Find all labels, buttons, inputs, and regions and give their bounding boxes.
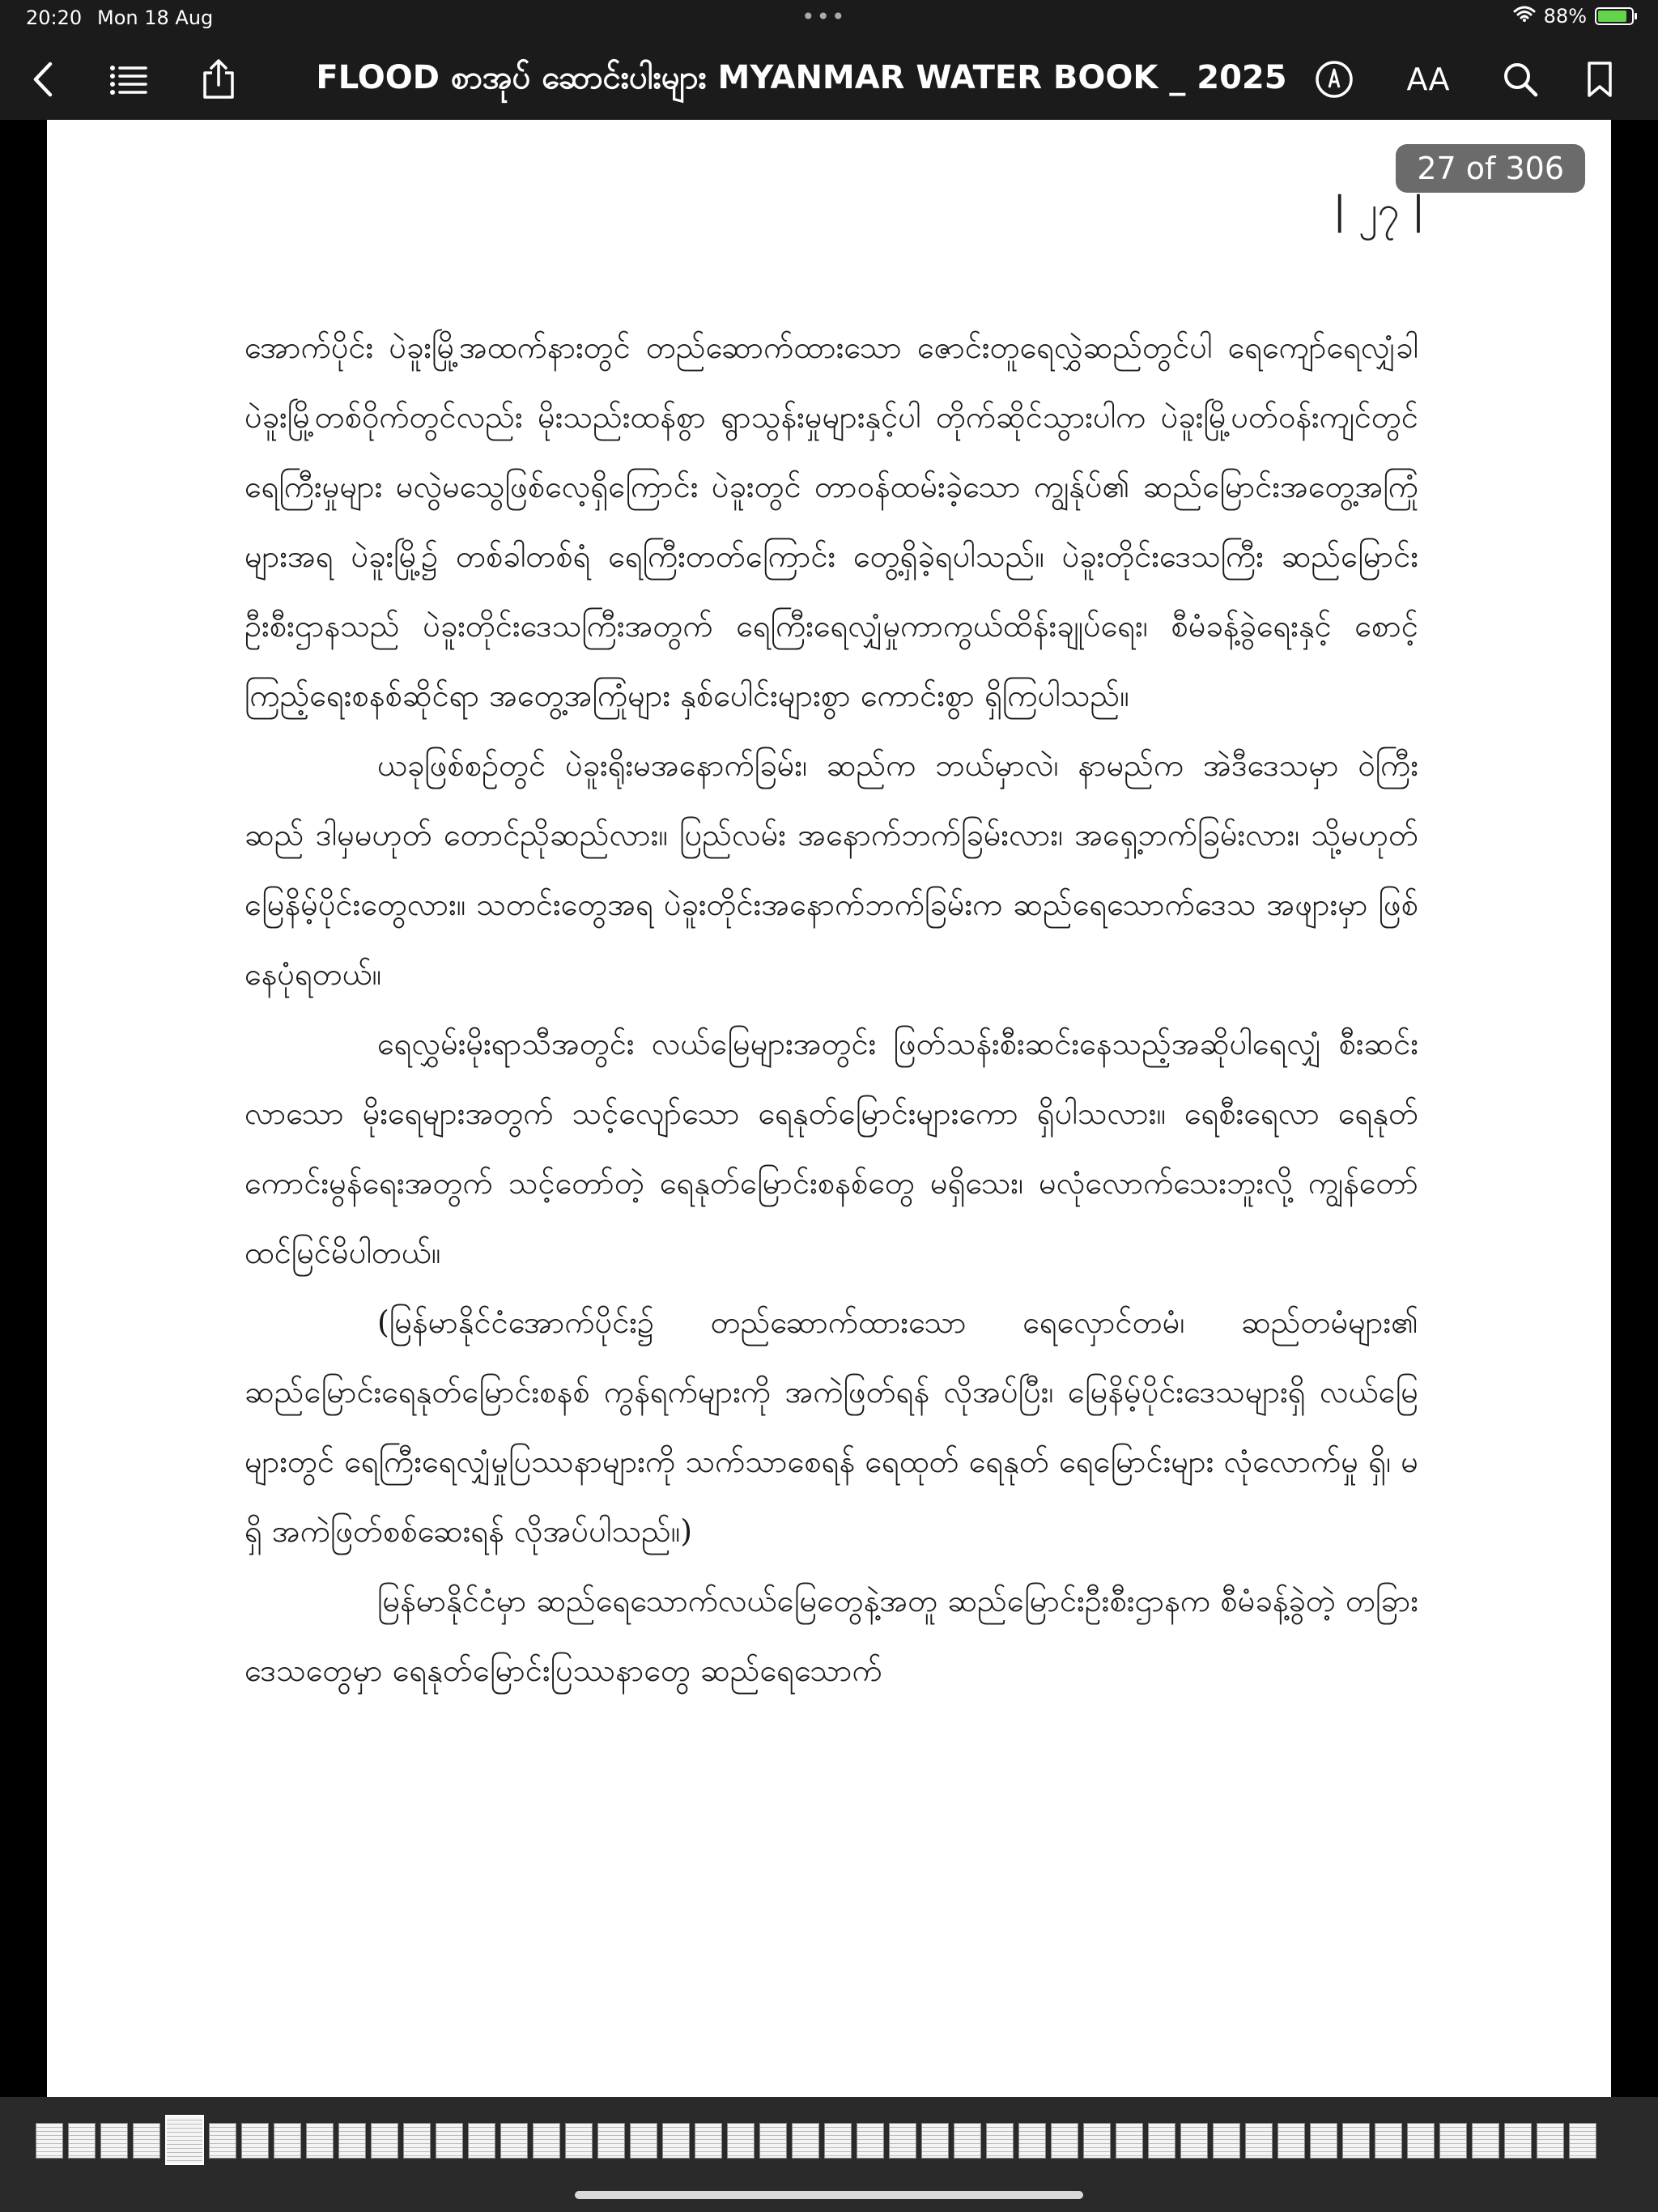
page-thumbnail[interactable] xyxy=(36,2123,63,2159)
bookmark-icon xyxy=(1586,60,1613,99)
reader-area[interactable] xyxy=(0,120,1658,2097)
page-thumbnail[interactable] xyxy=(1018,2123,1046,2159)
page-thumbnail[interactable] xyxy=(1310,2123,1337,2159)
status-bar xyxy=(0,0,1658,39)
page-thumbnail[interactable] xyxy=(695,2123,722,2159)
page-thumbnail[interactable] xyxy=(1051,2123,1078,2159)
paragraph: (မြန်မာနိုင်ငံအောက်ပိုင်း၌ တည်ဆောက်ထားသော ရေလှောင်တမံ၊ ဆည်တမံများ၏ ဆည်မြောင်းရေနုတ်မြောင်းစနစ် ကွန်ရက်များကို အကဲဖြတ်ရန် လိုအပ်ပြီး၊ မြေနိမ့်ပိုင်းဒေသများရှိ လယ်မြေများတွင် ရေကြီးရေလျှံမှုပြဿနာများကို သက်သာစေရန် ရေထုတ် ရေနုတ် ရေမြောင်းများ လုံလောက်မှု ရှိ၊ မရှိ အကဲဖြတ်စစ်ဆေးရန် လိုအပ်ပါသည်။) xyxy=(244,1304,1418,1549)
page-thumbnail[interactable] xyxy=(824,2123,852,2159)
page-thumbnail[interactable] xyxy=(1375,2123,1402,2159)
back-button[interactable] xyxy=(16,52,71,107)
page-thumbnail[interactable] xyxy=(1278,2123,1305,2159)
status-date: Mon 18 Aug xyxy=(97,6,214,29)
page-thumbnail[interactable] xyxy=(500,2123,528,2159)
chevron-left-icon xyxy=(29,61,58,98)
page-thumbnail[interactable] xyxy=(1180,2123,1208,2159)
page-thumbnail[interactable] xyxy=(68,2123,96,2159)
markup-button[interactable] xyxy=(1307,52,1362,107)
page-thumbnail[interactable] xyxy=(241,2123,269,2159)
page-thumbnail[interactable] xyxy=(1083,2123,1111,2159)
page-thumbnail[interactable] xyxy=(597,2123,625,2159)
page-thumbnail[interactable] xyxy=(1213,2123,1240,2159)
home-indicator[interactable] xyxy=(575,2191,1083,2199)
page-thumbnail[interactable] xyxy=(1472,2123,1499,2159)
page-body-text[interactable] xyxy=(244,313,1418,1705)
page-thumbnail[interactable] xyxy=(371,2123,398,2159)
page-thumbnail[interactable] xyxy=(403,2123,431,2159)
page-thumbnail[interactable] xyxy=(662,2123,690,2159)
page-thumbnail[interactable] xyxy=(565,2123,593,2159)
page-thumbnail[interactable] xyxy=(1537,2123,1564,2159)
battery-level-fill xyxy=(1598,11,1626,22)
page-thumbnail[interactable] xyxy=(954,2123,981,2159)
page-thumbnail[interactable] xyxy=(533,2123,560,2159)
page-thumbnail[interactable] xyxy=(1569,2123,1596,2159)
share-button[interactable] xyxy=(191,52,246,107)
document-title: FLOOD စာအုပ် ဆောင်းပါးများ MYANMAR WATER BOOK _ 2025 xyxy=(316,59,1287,96)
page-thumbnail[interactable] xyxy=(274,2123,301,2159)
page-thumbnail[interactable] xyxy=(889,2123,916,2159)
page-thumbnail[interactable] xyxy=(1504,2123,1532,2159)
search-icon xyxy=(1502,61,1539,98)
paragraph: ယခုဖြစ်စဉ်တွင် ပဲခူးရိုးမအနောက်ခြမ်း၊ ဆည်က ဘယ်မှာလဲ၊ နာမည်က အဲဒီဒေသမှာ ဝဲကြီးဆည် ဒါမှမဟုတ် တောင်ညိုဆည်လား။ ပြည်လမ်း အနောက်ဘက်ခြမ်းလား၊ အရှေ့ဘက်ခြမ်းလား၊ သို့မဟုတ် မြေနိမ့်ပိုင်းတွေလား။ သတင်းတွေအရ ပဲခူးတိုင်းအနောက်ဘက်ခြမ်းက ဆည်ရေသောက်ဒေသ အဖျားမှာ ဖြစ်နေပုံရတယ်။ xyxy=(244,747,1418,992)
page-thumbnail[interactable] xyxy=(468,2123,495,2159)
battery-icon xyxy=(1595,7,1634,25)
page-thumbnail[interactable] xyxy=(857,2123,884,2159)
page-thumbnail[interactable] xyxy=(759,2123,787,2159)
page-thumbnail[interactable] xyxy=(1407,2123,1435,2159)
list-icon xyxy=(108,63,147,96)
paragraph: မြန်မာနိုင်ငံမှာ ဆည်ရေသောက်လယ်မြေတွေနဲ့အတူ ဆည်မြောင်းဦးစီးဌာနက စီမံခန့်ခွဲတဲ့ တခြားဒေသတွေမှာ ရေနုတ်မြောင်းပြဿနာတွေ ဆည်ရေသောက် xyxy=(244,1583,1418,1688)
page-thumbnail[interactable] xyxy=(921,2123,949,2159)
page-thumbnail[interactable] xyxy=(1439,2123,1467,2159)
page-thumbnail[interactable] xyxy=(1342,2123,1370,2159)
page-thumbnail[interactable] xyxy=(792,2123,819,2159)
page-thumbnail[interactable] xyxy=(209,2123,236,2159)
status-indicators xyxy=(1513,5,1634,28)
page-thumbnail[interactable] xyxy=(727,2123,755,2159)
page-thumbnail-current[interactable] xyxy=(165,2115,204,2165)
page-indicator: 27 of 306 xyxy=(1396,144,1585,193)
bookmark-button[interactable] xyxy=(1572,52,1627,107)
wifi-icon xyxy=(1513,5,1536,28)
table-of-contents-button[interactable] xyxy=(100,52,155,107)
text-size-button[interactable] xyxy=(1401,52,1456,107)
paragraph: အောက်ပိုင်း ပဲခူးမြို့အထက်နားတွင် တည်ဆောက်ထားသော ဇောင်းတူရေလွှဲဆည်တွင်ပါ ရေကျော်ရေလျှံခါ ပဲခူးမြို့တစ်ဝိုက်တွင်လည်း မိုးသည်းထန်စွာ ရွာသွန်းမှုများနှင့်ပါ တိုက်ဆိုင်သွားပါက ပဲခူးမြို့ပတ်ဝန်းကျင်တွင် ရေကြီးမှုများ မလွဲမသွေဖြစ်လေ့ရှိကြောင်း ပဲခူးတွင် တာဝန်ထမ်းခဲ့သော ကျွန်ုပ်၏ ဆည်မြောင်းအတွေ့အကြုံများအရ ပဲခူးမြို့၌ တစ်ခါတစ်ရံ ရေကြီးတတ်ကြောင်း တွေ့ရှိခဲ့ရပါသည်။ ပဲခူးတိုင်းဒေသကြီး ဆည်မြောင်းဦးစီးဌာနသည် ပဲခူးတိုင်းဒေသကြီးအတွက် ရေကြီးရေလျှံမှုကာကွယ်ထိန်းချုပ်ရေး၊ စီမံခန့်ခွဲရေးနှင့် စောင့်ကြည့်ရေးစနစ်ဆိုင်ရာ အတွေ့အကြုံများ နှစ်ပေါင်းများစွာ ကောင်းစွာ ရှိကြပါသည်။ xyxy=(244,330,1418,713)
page-thumbnail[interactable] xyxy=(306,2123,334,2159)
search-button[interactable] xyxy=(1493,52,1548,107)
reader-toolbar xyxy=(0,39,1658,120)
page-thumbnail[interactable] xyxy=(1116,2123,1143,2159)
page-thumbnail[interactable] xyxy=(986,2123,1014,2159)
page-thumbnail[interactable] xyxy=(338,2123,366,2159)
battery-percentage: 88% xyxy=(1543,5,1587,28)
page-thumbnail[interactable] xyxy=(100,2123,128,2159)
page-thumbnail[interactable] xyxy=(436,2123,463,2159)
markup-pen-icon xyxy=(1314,59,1354,100)
document-page[interactable] xyxy=(47,120,1611,2097)
text-size-label: AA xyxy=(1406,62,1450,97)
share-icon xyxy=(201,58,236,100)
multitasking-dots-icon[interactable]: ••• xyxy=(801,3,847,30)
page-thumbnail[interactable] xyxy=(630,2123,657,2159)
paragraph: ရေလွှမ်းမိုးရာသီအတွင်း လယ်မြေများအတွင်း ဖြတ်သန်းစီးဆင်းနေသည့်အဆိုပါရေလျှံ စီးဆင်းလာသော မိုးရေများအတွက် သင့်လျော်သော ရေနုတ်မြောင်းများကော ရှိပါသလား။ ရေစီးရေလာ ရေနုတ် ကောင်းမွန်ရေးအတွက် သင့်တော်တဲ့ ရေနုတ်မြောင်းစနစ်တွေ မရှိသေး၊ မလုံလောက်သေးဘူးလို့ ကျွန်တော်ထင်မြင်မိပါတယ်။ xyxy=(244,1026,1418,1270)
page-thumbnail[interactable] xyxy=(1148,2123,1175,2159)
page-thumbnail[interactable] xyxy=(1245,2123,1273,2159)
page-number: | ၂၇ | xyxy=(1333,188,1425,233)
status-time: 20:20 xyxy=(26,6,83,29)
thumbnail-list[interactable] xyxy=(36,2123,1596,2165)
page-thumbnail[interactable] xyxy=(133,2123,160,2159)
